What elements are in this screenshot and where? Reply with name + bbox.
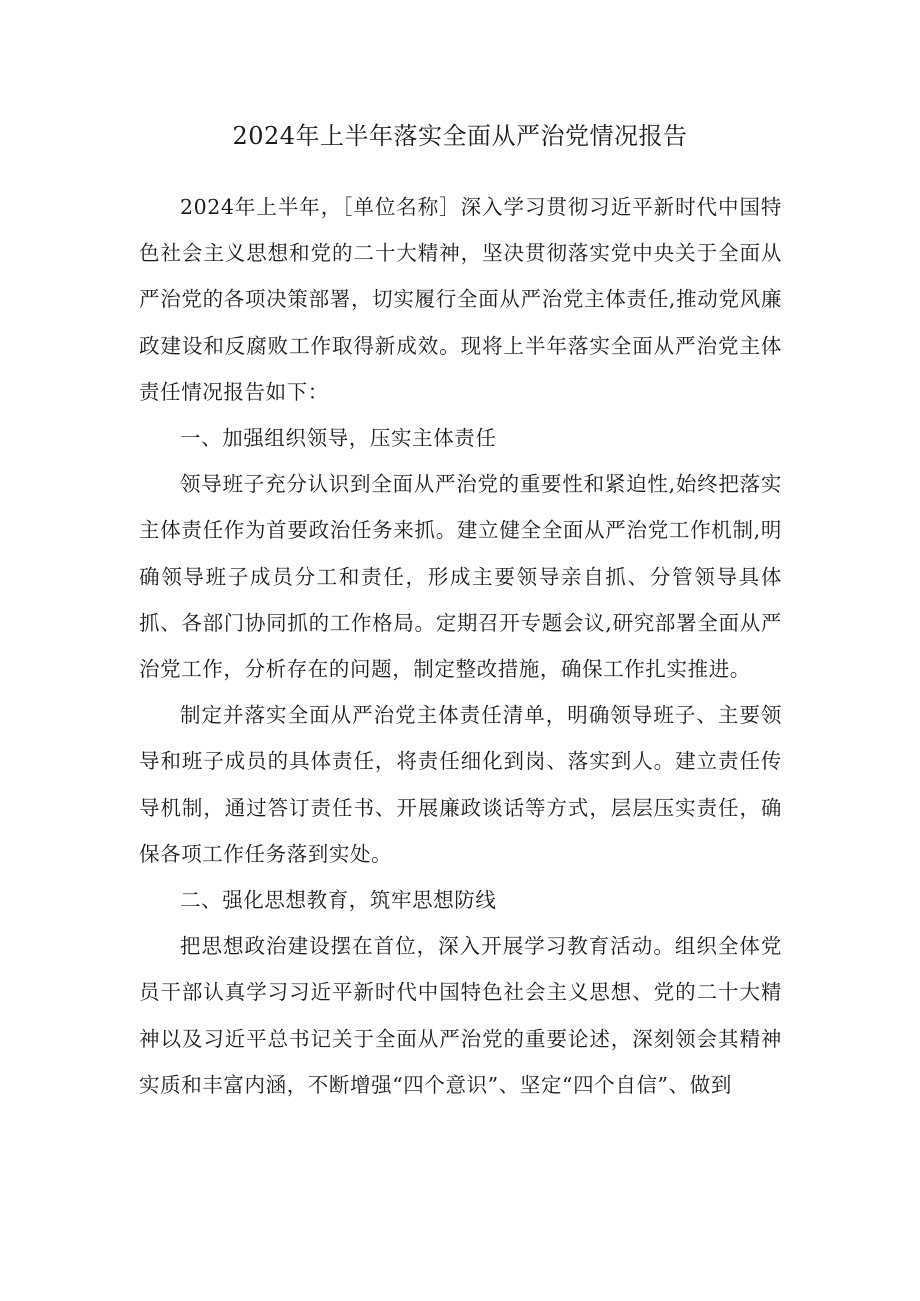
section-1-paragraph-2: 制定并落实全面从严治党主体责任清单，明确领导班子、主要领导和班子成员的具体责任，将责任细化到岗、落实到人。建立责任传导机制，通过答订责任书、开展廉政谈话等方式，层层压实责任，确保各项工作任务落到实处。 [139,703,782,866]
intro-paragraph: 2024年上半年，［单位名称］深入学习贯彻习近平新时代中国特色社会主义思想和党的二十大精神，坚决贯彻落实党中央关于全面从严治党的各项决策部署，切实履行全面从严治党主体责任,推动党风廉政建设和反腐败工作取得新成效。现将上半年落实全面从严治党主体责任情况报告如下： [139,195,782,404]
document-body [139,184,782,1108]
section-heading-1: 一、加强组织领导，压实主体责任 [180,426,497,451]
section-2-paragraph-1: 把思想政治建设摆在首位，深入开展学习教育活动。组织全体党员干部认真学习习近平新时代中国特色社会主义思想、党的二十大精神以及习近平总书记关于全面从严治党的重要论述，深刻领会其精神实质和丰富内涵，不断增强“四个意识”、坚定“四个自信”、做到 [139,934,782,1097]
section-heading-2: 二、强化思想教育，筑牢思想防线 [180,888,497,913]
section-1-paragraph-1: 领导班子充分认识到全面从严治党的重要性和紧迫性,始终把落实主体责任作为首要政治任务来抓。建立健全全面从严治党工作机制,明确领导班子成员分工和责任，形成主要领导亲自抓、分管领导具体抓、各部门协同抓的工作格局。定期召开专题会议,研究部署全面从严治党工作，分析存在的问题，制定整改措施，确保工作扎实推进。 [139,472,782,682]
document-title: 2024年上半年落实全面从严治党情况报告 [232,122,688,150]
